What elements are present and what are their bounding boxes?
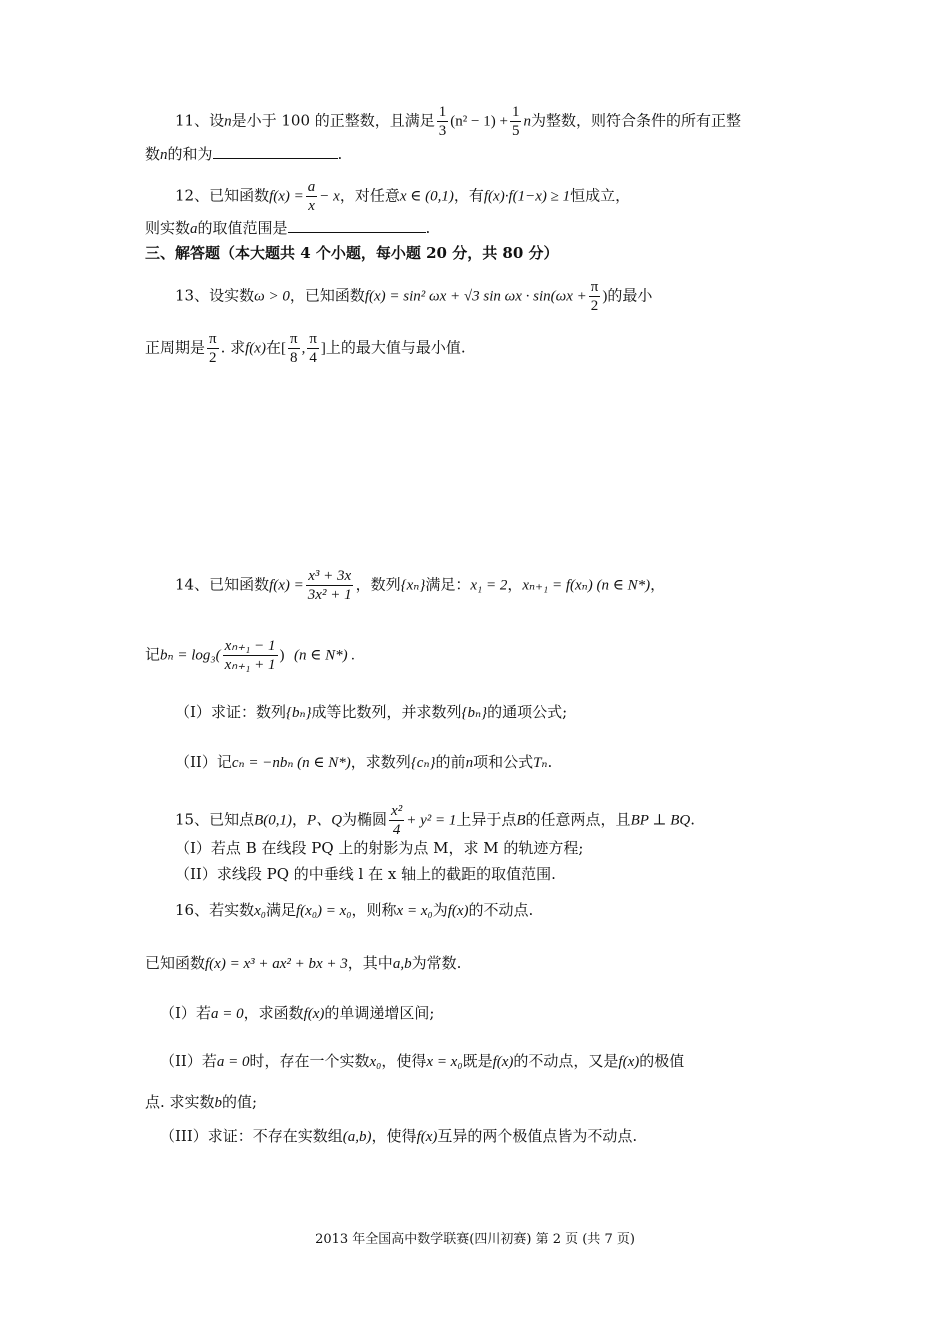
q16-fx: f(x) bbox=[416, 1129, 438, 1145]
q11-text: 是小于 100 的正整数，且满足 bbox=[231, 111, 435, 130]
q14-Tn: Tₙ bbox=[533, 755, 548, 771]
q14-frac bbox=[306, 567, 354, 604]
q14-part1-label: （I） bbox=[175, 703, 211, 721]
q16-line1 bbox=[175, 900, 533, 921]
q15-point-B: B bbox=[516, 812, 526, 829]
section3-heading: 三、解答题（本大题共 4 个小题，每小题 20 分，共 80 分） bbox=[145, 244, 559, 262]
q11-frac2 bbox=[510, 103, 522, 140]
q16-part2-line1 bbox=[160, 1051, 684, 1072]
q14-part2 bbox=[175, 752, 552, 773]
q16-text: ，则称 bbox=[351, 901, 397, 919]
frac-num: 1 bbox=[511, 104, 520, 120]
frac-den: x bbox=[308, 198, 315, 214]
q14-part1 bbox=[175, 702, 567, 723]
q12-line1 bbox=[175, 178, 630, 215]
q16-part1-label: （I） bbox=[160, 1004, 196, 1022]
q16-text: 若实数 bbox=[209, 901, 255, 919]
q14-part2-label: （II） bbox=[175, 753, 217, 771]
q12-expr: − x bbox=[319, 188, 340, 205]
q13-frac bbox=[589, 278, 601, 315]
q13-line1 bbox=[175, 278, 652, 315]
q16-text: 若 bbox=[195, 1004, 211, 1022]
q12-text: ，对任意 bbox=[339, 186, 400, 205]
frac-num: π bbox=[590, 279, 599, 295]
q13-bracket: [ bbox=[280, 340, 286, 357]
q15-part2: （II）求线段 PQ 的中垂线 l 在 x 轴上的截距的取值范围. bbox=[175, 865, 556, 883]
q14-recurrence: xₙ₊₁ = f(xₙ) (n ∈ N*) bbox=[522, 577, 651, 594]
q13-text: 设实数 bbox=[209, 286, 255, 305]
q16-cond: a = 0 bbox=[216, 1054, 250, 1070]
q14-text: 满足： bbox=[425, 575, 471, 594]
q13-cond: ω > 0 bbox=[254, 288, 290, 305]
q15-point-B: B(0,1) bbox=[254, 812, 293, 829]
frac-num: a bbox=[307, 179, 316, 195]
q13-expr: f(x) bbox=[245, 340, 266, 357]
q14-paren: ) bbox=[279, 647, 285, 664]
q16-text: 为常数. bbox=[411, 954, 462, 972]
q11-answer-blank bbox=[213, 144, 338, 159]
frac-num: 1 bbox=[438, 104, 447, 120]
q12-inequality: f(x)·f(1−x) ≥ 1 bbox=[483, 188, 571, 205]
q11-line1 bbox=[175, 103, 741, 140]
q13-text: 正周期是 bbox=[145, 338, 206, 357]
q16-text: 的值; bbox=[222, 1093, 258, 1111]
frac-num: xₙ₊₁ − 1 bbox=[224, 638, 276, 654]
q15-part1: （I）若点 B 在线段 PQ 上的射影为点 M，求 M 的轨迹方程; bbox=[175, 839, 584, 857]
frac-den: 8 bbox=[290, 350, 298, 366]
q16-text: 已知函数 bbox=[145, 954, 206, 972]
q15-text: ， bbox=[292, 810, 308, 829]
q16-constants: a,b bbox=[392, 956, 412, 972]
q15-ellipse: + y² = 1 bbox=[406, 812, 457, 829]
q14-bn: bₙ = log₃( bbox=[160, 647, 221, 664]
q15-perp: BP ⊥ BQ bbox=[630, 812, 691, 829]
q16-text: 的单调递增区间; bbox=[324, 1004, 435, 1022]
frac-num: π bbox=[209, 331, 217, 347]
q13-text: 上的最大值与最小值. bbox=[325, 338, 466, 357]
q16-cond: a = 0 bbox=[210, 1006, 244, 1022]
q16-text: 既是 bbox=[462, 1052, 493, 1070]
q12-text: 已知函数 bbox=[209, 186, 270, 205]
q14-text: 的通项公式; bbox=[487, 703, 568, 721]
q14-text: ，求数列 bbox=[350, 753, 411, 771]
q14-seq: {cₙ} bbox=[410, 755, 436, 771]
q12-number: 12、 bbox=[175, 186, 210, 205]
q16-part1 bbox=[160, 1003, 434, 1024]
q14-line2 bbox=[145, 637, 355, 674]
q15-text: 的任意两点，且 bbox=[525, 810, 631, 829]
q13-text: ，已知函数 bbox=[289, 286, 365, 305]
q11-text: 设 bbox=[209, 111, 225, 130]
q15-text: 已知点 bbox=[209, 810, 255, 829]
q13-expr: f(x) = sin² ωx + √3 sin ωx · sin(ωx + bbox=[364, 288, 587, 305]
q15-points: P、Q bbox=[307, 812, 343, 829]
q14-number: 14、 bbox=[175, 575, 210, 594]
frac-num: π bbox=[289, 331, 298, 347]
q13-comma: , bbox=[301, 340, 306, 357]
page-footer: 2013 年全国高中数学联赛(四川初赛) 第 2 页 (共 7 页) bbox=[315, 1232, 635, 1247]
frac-den: 4 bbox=[392, 822, 401, 838]
q16-fx: f(x) bbox=[447, 903, 469, 919]
q14-cond: (n ∈ N*) . bbox=[294, 647, 356, 664]
q13-int-b bbox=[307, 330, 319, 367]
frac-den: 3x² + 1 bbox=[307, 587, 352, 603]
q16-part2-label: （II） bbox=[160, 1052, 202, 1070]
q16-text: ，其中 bbox=[347, 954, 393, 972]
q14-text: 项和公式 bbox=[473, 753, 534, 771]
q14-text: 已知函数 bbox=[209, 575, 270, 594]
q12-answer-blank bbox=[288, 218, 426, 233]
frac-num: x³ + 3x bbox=[308, 568, 352, 584]
q16-text: 为 bbox=[432, 901, 448, 919]
q16-x0: x₀ bbox=[369, 1054, 382, 1070]
q12-text: ，有 bbox=[453, 186, 484, 205]
q16-fx: f(x) bbox=[303, 1006, 325, 1022]
q14-text: ，数列 bbox=[355, 575, 401, 594]
q11-var-n: n bbox=[160, 147, 168, 163]
frac-den: 3 bbox=[438, 123, 447, 139]
q14-seq: {bₙ} bbox=[285, 705, 312, 721]
frac-num: x² bbox=[391, 803, 403, 819]
q14-text: 记 bbox=[216, 753, 232, 771]
q16-text: 时，存在一个实数 bbox=[249, 1052, 370, 1070]
q13-number: 13、 bbox=[175, 286, 210, 305]
q16-xeq: x = x₀ bbox=[396, 903, 433, 919]
q11-line2 bbox=[145, 144, 342, 165]
q15-line1 bbox=[175, 802, 695, 839]
q13-line2 bbox=[145, 330, 466, 367]
frac-den: 2 bbox=[590, 298, 599, 314]
q14-bn-frac bbox=[223, 637, 278, 674]
q14-text: 成等比数列，并求数列 bbox=[311, 703, 462, 721]
q11-expr: n bbox=[523, 113, 531, 130]
q11-text: 的和为 bbox=[167, 145, 213, 163]
q15-text: 为椭圆 bbox=[342, 810, 388, 829]
q16-x0: x₀ bbox=[254, 903, 266, 919]
q16-text: 的极值 bbox=[639, 1052, 685, 1070]
q11-expr: (n² − 1) + bbox=[450, 113, 508, 130]
q16-function: f(x) = x³ + ax² + bx + 3 bbox=[205, 956, 348, 972]
q16-pair: (a,b) bbox=[342, 1129, 372, 1145]
q13-paren: ) bbox=[602, 288, 608, 305]
q12-line2 bbox=[145, 218, 430, 239]
q16-text: 的不动点，又是 bbox=[513, 1052, 619, 1070]
q16-text: ，求函数 bbox=[243, 1004, 304, 1022]
q12-text: 恒成立， bbox=[570, 186, 631, 205]
q14-expr: f(x) = bbox=[269, 577, 304, 594]
q16-text: 满足 bbox=[265, 901, 296, 919]
q16-given bbox=[145, 953, 461, 974]
q14-text: 的前 bbox=[435, 753, 466, 771]
q12-expr: f(x) = bbox=[269, 188, 304, 205]
q16-fixed: f(x₀) = x₀ bbox=[296, 903, 352, 919]
q15-period: . bbox=[690, 810, 695, 829]
q11-period: . bbox=[337, 145, 343, 163]
q14-seq: {bₙ} bbox=[461, 705, 488, 721]
q15-number: 15、 bbox=[175, 810, 210, 829]
q16-part3-label: （III） bbox=[160, 1127, 208, 1145]
q14-line1 bbox=[175, 567, 665, 604]
q15-text: 上异于点 bbox=[456, 810, 517, 829]
frac-den: 5 bbox=[511, 123, 520, 139]
frac-den: 4 bbox=[309, 350, 317, 366]
q16-text: 若 bbox=[201, 1052, 217, 1070]
q12-domain: x ∈ (0,1) bbox=[399, 188, 454, 205]
q13-period-frac bbox=[207, 330, 219, 367]
q12-text: 则实数 bbox=[145, 219, 191, 237]
q12-period: . bbox=[425, 219, 431, 237]
q16-part2-line2 bbox=[145, 1092, 257, 1113]
q16-text: ，使得 bbox=[381, 1052, 427, 1070]
q13-int-a bbox=[288, 330, 300, 367]
q16-xeq: x = x₀ bbox=[426, 1054, 463, 1070]
q16-text: 求证：不存在实数组 bbox=[207, 1127, 343, 1145]
q11-text: 数 bbox=[145, 145, 161, 163]
q16-var-b: b bbox=[214, 1095, 223, 1111]
q14-seq: {xₙ} bbox=[400, 577, 426, 594]
q14-text: 记 bbox=[145, 645, 161, 664]
q13-text: 在 bbox=[265, 338, 281, 357]
q14-text: ， bbox=[650, 575, 666, 594]
q13-bracket: ] bbox=[320, 340, 326, 357]
frac-den: xₙ₊₁ + 1 bbox=[224, 657, 276, 673]
q13-text: . 求 bbox=[220, 338, 246, 357]
frac-num: π bbox=[309, 331, 317, 347]
q15-ellipse-frac bbox=[389, 802, 404, 839]
q16-text: 的不动点. bbox=[468, 901, 534, 919]
q12-frac bbox=[306, 178, 318, 215]
q12-var-a: a bbox=[190, 221, 198, 237]
q14-text: 求证：数列 bbox=[210, 703, 286, 721]
q16-text: 点. 求实数 bbox=[145, 1093, 215, 1111]
q11-text: 为整数，则符合条件的所有正整 bbox=[530, 111, 741, 130]
q11-frac1 bbox=[437, 103, 449, 140]
q11-number: 11、 bbox=[175, 111, 210, 130]
q14-cn: cₙ = −nbₙ (n ∈ N*) bbox=[231, 755, 351, 771]
q14-period: . bbox=[547, 753, 553, 771]
q16-text: 互异的两个极值点皆为不动点. bbox=[437, 1127, 638, 1145]
q16-fx: f(x) bbox=[492, 1054, 514, 1070]
q16-text: ，使得 bbox=[371, 1127, 417, 1145]
q16-part3 bbox=[160, 1126, 637, 1147]
q14-init: x₁ = 2 bbox=[470, 577, 508, 594]
q13-text: 的最小 bbox=[607, 286, 653, 305]
q16-fx: f(x) bbox=[618, 1054, 640, 1070]
q11-var-n: n bbox=[224, 113, 232, 130]
q14-text: ， bbox=[507, 575, 523, 594]
q12-text: 的取值范围是 bbox=[197, 219, 288, 237]
q16-number: 16、 bbox=[175, 901, 210, 919]
q14-var-n: n bbox=[465, 755, 474, 771]
frac-den: 2 bbox=[209, 350, 217, 366]
